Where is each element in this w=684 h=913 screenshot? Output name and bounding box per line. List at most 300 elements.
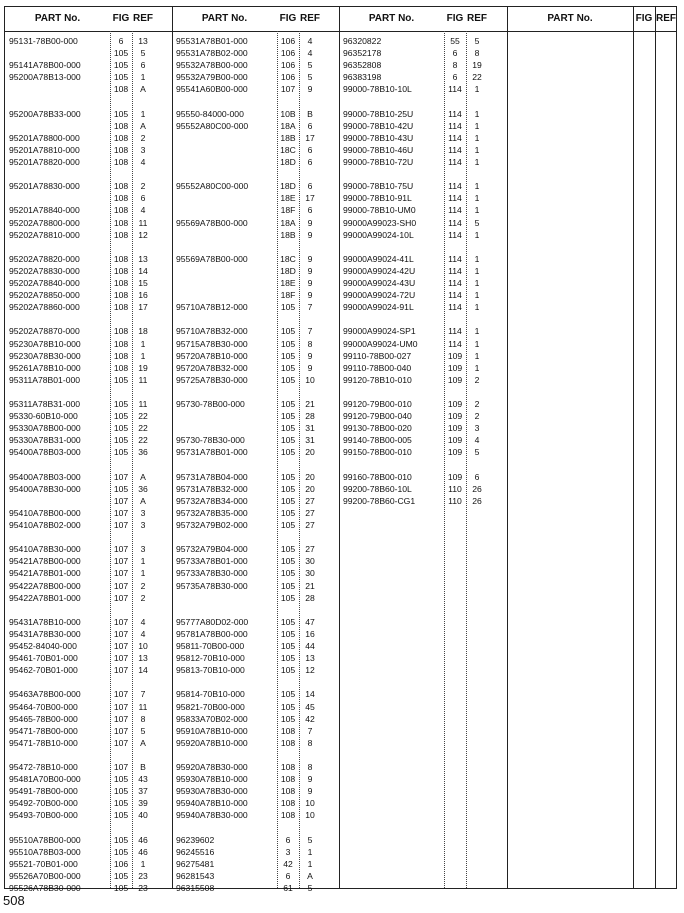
table-row (176, 543, 321, 555)
table-row (343, 471, 488, 483)
fig-number: 105 (280, 338, 296, 349)
ref-number: 20 (305, 471, 315, 482)
ref-number: 5 (307, 883, 313, 893)
part-number: 95202A78820-000 (9, 253, 80, 264)
part-number: 95710A78B32-000 (176, 326, 248, 337)
table-row (9, 71, 154, 83)
header-ref: REF (467, 13, 487, 24)
header-ref: REF (300, 13, 320, 24)
table-row (9, 338, 154, 350)
part-number: 95541A60B00-000 (176, 84, 248, 95)
table-row (9, 362, 154, 374)
part-number: 96383198 (343, 72, 382, 83)
ref-number: A (140, 737, 146, 748)
part-number: 95201A78830-000 (9, 181, 80, 192)
table-row (343, 277, 488, 289)
ref-number: 27 (305, 495, 315, 506)
ref-number: 1 (474, 265, 480, 276)
ref-number: 6 (307, 144, 313, 155)
fig-number: 105 (113, 774, 129, 785)
table-row (176, 446, 321, 458)
ref-number: 8 (307, 737, 313, 748)
part-number: 95311A78B01-000 (9, 374, 81, 385)
ref-number: 10 (305, 810, 315, 821)
part-number: 95422A78B00-000 (9, 580, 81, 591)
part-number: 95410A78B02-000 (9, 520, 81, 530)
fig-number: 105 (113, 435, 129, 446)
ref-number: 5 (140, 725, 146, 736)
fig-number: 108 (113, 253, 129, 264)
ref-number: 5 (474, 217, 480, 228)
part-number: 95526A70B00-000 (9, 870, 81, 881)
table-row (343, 289, 488, 301)
table-row (343, 325, 488, 337)
fig-number: 105 (280, 435, 296, 446)
part-number: 95733A78B30-000 (176, 568, 248, 579)
ref-number: 1 (474, 120, 480, 131)
fig-number: 108 (113, 278, 129, 288)
fig-number: 18A (280, 217, 296, 228)
part-number: 95920A78B10-000 (176, 737, 248, 748)
ref-number: 5 (140, 48, 146, 59)
fig-number: 105 (113, 48, 129, 59)
ref-number: 4 (140, 628, 146, 639)
ref-number: 28 (305, 592, 315, 603)
table-row (343, 338, 488, 350)
table-row (343, 229, 488, 241)
table-row (176, 483, 321, 495)
table-row (9, 543, 154, 555)
ref-number: 22 (472, 72, 482, 83)
ref-number: 2 (474, 399, 480, 409)
table-row (176, 277, 321, 289)
part-number: 99140-78B00-005 (343, 435, 412, 446)
ref-number: 9 (307, 253, 313, 264)
fig-number: 18E (280, 193, 296, 204)
part-number: 99200-78B60-CG1 (343, 495, 416, 506)
fig-number: 114 (448, 84, 462, 95)
part-number: 95421A78B00-000 (9, 556, 81, 567)
fig-number: 106 (280, 36, 296, 46)
fig-number: 105 (113, 483, 129, 494)
fig-number: 105 (113, 399, 129, 409)
fig-number: 109 (447, 350, 463, 361)
ref-number: 3 (140, 520, 146, 530)
fig-number: 114 (448, 229, 462, 240)
table-row (9, 652, 154, 664)
ref-number: 20 (305, 447, 315, 458)
part-number: 95821-70B00-000 (176, 701, 245, 712)
fig-number: 114 (448, 338, 462, 349)
fig-number: 107 (113, 507, 129, 518)
fig-number: 108 (113, 302, 129, 313)
table-row (176, 616, 321, 628)
part-number: 95730-78B00-000 (176, 399, 245, 409)
table-row (176, 773, 321, 785)
ref-number: 11 (138, 399, 148, 409)
fig-number: 105 (280, 628, 296, 639)
part-number: 95202A78810-000 (9, 229, 80, 240)
ref-number: 22 (138, 423, 148, 434)
ref-number: A (140, 471, 146, 482)
ref-number: 1 (140, 858, 146, 869)
fig-number: 114 (448, 132, 462, 143)
ref-number: 6 (307, 120, 313, 131)
fig-number: 18D (280, 181, 296, 192)
table-row (343, 71, 488, 83)
table-row (9, 555, 154, 567)
ref-number: 1 (474, 253, 480, 264)
ref-number: 39 (138, 798, 148, 809)
ref-number: 4 (474, 435, 480, 446)
header-part-no: PART No. (547, 13, 593, 24)
fig-number: 107 (113, 665, 129, 676)
part-number: 95733A78B01-000 (176, 556, 248, 567)
part-number: 95400A78B30-000 (9, 483, 81, 494)
ref-number: 7 (140, 689, 146, 700)
fig-number: 108 (113, 84, 129, 95)
table-row (9, 398, 154, 410)
ref-number: 23 (138, 883, 148, 893)
part-number: 95462-70B01-000 (9, 665, 78, 676)
part-number: 95552A80C00-000 (176, 120, 249, 131)
table-row (176, 120, 321, 132)
part-number: 95720A78B32-000 (176, 362, 248, 373)
fig-number: 105 (113, 108, 129, 119)
part-number: 95452-84040-000 (9, 641, 77, 651)
header-ref: REF (656, 13, 676, 24)
ref-number: 1 (307, 846, 313, 857)
ref-number: 26 (472, 483, 482, 494)
part-number: 99000-78B10-42U (343, 120, 414, 131)
ref-number: 37 (138, 786, 148, 797)
table-row (9, 785, 154, 797)
part-number: 99110-78B00-040 (343, 362, 412, 373)
table-row (9, 156, 154, 168)
ref-number: 47 (305, 616, 315, 627)
ref-number: 21 (305, 580, 315, 591)
part-number: 95463A78B00-000 (9, 689, 81, 700)
table-row (9, 350, 154, 362)
fig-number: 18E (280, 278, 296, 288)
part-number: 95202A78870-000 (9, 326, 80, 337)
part-number: 95725A78B30-000 (176, 374, 248, 385)
table-row (176, 882, 321, 894)
header-part-no: PART No. (34, 13, 81, 24)
ref-number: 20 (305, 483, 315, 494)
fig-number: 107 (113, 592, 129, 603)
table-row (176, 301, 321, 313)
table-row (176, 580, 321, 592)
table-row (9, 628, 154, 640)
table-row (9, 471, 154, 483)
table-row (176, 71, 321, 83)
ref-number: 27 (305, 507, 315, 518)
table-row (343, 35, 488, 47)
fig-number: 18B (280, 229, 296, 240)
table-row (9, 616, 154, 628)
fig-number: 114 (448, 108, 462, 119)
fig-number: 18D (280, 265, 296, 276)
fig-number: 105 (113, 72, 129, 83)
fig-number: 105 (280, 411, 296, 422)
fig-number: 107 (113, 580, 129, 591)
part-number: 99000-78B10-72U (343, 157, 414, 167)
ref-number: 19 (138, 362, 148, 373)
fig-number: 107 (113, 471, 129, 482)
fig-number: 109 (447, 362, 463, 373)
table-row (9, 108, 154, 120)
table-row (9, 374, 154, 386)
fig-number: 105 (280, 326, 296, 337)
table-row (176, 725, 321, 737)
fig-number: 108 (113, 157, 129, 167)
part-number: 95311A78B31-000 (9, 399, 81, 409)
part-number: 95732A78B34-000 (176, 495, 248, 506)
table-row (343, 446, 488, 458)
ref-number: 2 (140, 132, 146, 143)
part-number: 95202A78830-000 (9, 265, 80, 276)
fig-number: 61 (283, 883, 293, 893)
table-row (176, 713, 321, 725)
ref-number: 2 (474, 411, 480, 422)
table-row (176, 59, 321, 71)
fig-number: 8 (452, 60, 458, 71)
part-number: 96245516 (176, 846, 215, 857)
part-number: 95720A78B10-000 (176, 350, 248, 361)
table-row (9, 846, 154, 858)
table-row (9, 519, 154, 531)
part-number: 95471-78B10-000 (9, 737, 78, 748)
fig-number: 108 (113, 144, 129, 155)
part-number: 95431A78B10-000 (9, 616, 81, 627)
ref-number: 4 (307, 48, 313, 59)
ref-number: 44 (305, 641, 315, 651)
fig-number: 109 (447, 435, 463, 446)
part-number: 95735A78B30-000 (176, 580, 248, 591)
fig-number: 107 (113, 544, 129, 555)
ref-number: 13 (305, 653, 315, 664)
table-row (343, 192, 488, 204)
ref-number: 6 (140, 193, 146, 204)
part-number: 95202A78850-000 (9, 290, 80, 301)
part-number: 95261A78B10-000 (9, 362, 81, 373)
ref-number: 9 (307, 786, 313, 797)
table-row (343, 434, 488, 446)
ref-number: 27 (305, 520, 315, 530)
ref-number: 6 (474, 471, 480, 482)
fig-number: 105 (280, 568, 296, 579)
part-number: 95493-70B00-000 (9, 810, 78, 821)
fig-number: 105 (113, 60, 129, 71)
ref-number: 28 (305, 411, 315, 422)
table-row (9, 180, 154, 192)
table-row (9, 120, 154, 132)
fig-number: 114 (448, 193, 462, 204)
table-row (176, 858, 321, 870)
part-number: 95814-70B10-000 (176, 689, 245, 700)
fig-number: 108 (113, 362, 129, 373)
table-row (343, 253, 488, 265)
table-row (176, 797, 321, 809)
fig-number: 6 (285, 870, 291, 881)
table-row (9, 422, 154, 434)
table-row (176, 289, 321, 301)
table-row (9, 882, 154, 894)
table-row (176, 701, 321, 713)
fig-number: 105 (280, 616, 296, 627)
table-row (343, 410, 488, 422)
part-number: 95930A78B30-000 (176, 786, 248, 797)
table-row (176, 108, 321, 120)
part-number: 99000-78B10-10L (343, 84, 412, 95)
table-row (176, 495, 321, 507)
table-row (343, 144, 488, 156)
fig-number: 105 (280, 471, 296, 482)
ref-number: A (140, 120, 146, 131)
table-row (176, 422, 321, 434)
part-number: 96320822 (343, 36, 382, 46)
fig-number: 107 (113, 689, 129, 700)
ref-number: 1 (474, 362, 480, 373)
table-row (176, 338, 321, 350)
table-row (176, 362, 321, 374)
fig-number: 108 (113, 265, 129, 276)
table-row (176, 35, 321, 47)
fig-number: 108 (113, 181, 129, 192)
header-fig: FIG (446, 13, 464, 24)
ref-number: 1 (474, 302, 480, 313)
table-row (9, 495, 154, 507)
ref-number: 30 (305, 556, 315, 567)
table-row (176, 204, 321, 216)
fig-number: 105 (280, 447, 296, 458)
part-number: 95330A78B31-000 (9, 435, 81, 446)
table-row (9, 713, 154, 725)
ref-number: 6 (307, 157, 313, 167)
table-row (9, 83, 154, 95)
part-number: 99150-78B00-010 (343, 447, 412, 458)
ref-number: 8 (140, 713, 146, 724)
ref-number: 30 (305, 568, 315, 579)
table-row (176, 192, 321, 204)
table-row (9, 761, 154, 773)
table-row (9, 192, 154, 204)
part-number: 99000A99024-91L (343, 302, 414, 313)
ref-number: 7 (307, 725, 313, 736)
fig-number: 109 (447, 411, 463, 422)
table-header (5, 7, 676, 32)
fig-number: 114 (448, 181, 462, 192)
fig-number: 18C (280, 253, 296, 264)
table-row (9, 35, 154, 47)
table-row (176, 567, 321, 579)
ref-number: 16 (305, 628, 315, 639)
part-number: 99000-78B10-43U (343, 132, 414, 143)
fig-number: 114 (448, 157, 462, 167)
part-number: 95930A78B10-000 (176, 774, 248, 785)
fig-number: 108 (113, 120, 129, 131)
part-number: 95202A78800-000 (9, 217, 80, 228)
part-number: 95421A78B01-000 (9, 568, 81, 579)
fig-number: 108 (113, 229, 129, 240)
part-number: 95812-70B10-000 (176, 653, 245, 664)
fig-number: 10B (280, 108, 296, 119)
fig-number: 3 (285, 846, 291, 857)
table-row (176, 737, 321, 749)
ref-number: 1 (474, 350, 480, 361)
fig-number: 6 (285, 834, 291, 845)
part-number: 95131-78B00-000 (9, 36, 78, 46)
table-row (176, 144, 321, 156)
ref-number: 9 (307, 265, 313, 276)
ref-number: 6 (307, 205, 313, 216)
table-row (176, 628, 321, 640)
ref-number: 4 (140, 205, 146, 216)
part-number: 95422A78B01-000 (9, 592, 81, 603)
part-number: 95532A79B00-000 (176, 72, 248, 83)
part-number: 95731A78B32-000 (176, 483, 248, 494)
table-row (343, 108, 488, 120)
fig-number: 105 (280, 399, 296, 409)
part-number: 95940A78B30-000 (176, 810, 248, 821)
ref-number: 10 (138, 641, 148, 651)
part-number: 99000A99024-72U (343, 290, 416, 301)
fig-number: 114 (448, 326, 462, 337)
table-row (9, 144, 154, 156)
fig-number: 108 (113, 326, 129, 337)
part-number: 95400A78B03-000 (9, 447, 81, 458)
part-number: 95813-70B10-000 (176, 665, 245, 676)
part-number: 95400A78B03-000 (9, 471, 81, 482)
part-number: 99130-78B00-020 (343, 423, 412, 434)
table-row (9, 483, 154, 495)
part-number: 95730-78B30-000 (176, 435, 245, 446)
fig-number: 18D (280, 157, 296, 167)
part-number: 99000A99023-SH0 (343, 217, 417, 228)
fig-number: 105 (113, 870, 129, 881)
table-row (9, 289, 154, 301)
ref-number: 8 (474, 48, 480, 59)
fig-number: 105 (113, 423, 129, 434)
table-row (176, 846, 321, 858)
table-row (9, 265, 154, 277)
part-number: 95491-78B00-000 (9, 786, 78, 797)
ref-number: 17 (305, 193, 315, 204)
ref-number: 27 (305, 544, 315, 555)
table-row (343, 483, 488, 495)
ref-number: 9 (307, 217, 313, 228)
part-number: 99000A99024-42U (343, 265, 416, 276)
fig-number: 106 (280, 48, 296, 59)
ref-number: 5 (474, 36, 480, 46)
ref-number: 1 (474, 84, 480, 95)
table-row (176, 870, 321, 882)
fig-number: 107 (113, 653, 129, 664)
ref-number: 6 (307, 181, 313, 192)
fig-number: 105 (113, 846, 129, 857)
table-row (176, 229, 321, 241)
table-row (343, 156, 488, 168)
ref-number: 3 (140, 507, 146, 518)
fig-number: 106 (280, 72, 296, 83)
ref-number: 45 (305, 701, 315, 712)
fig-number: 109 (447, 399, 463, 409)
part-number: 99110-78B00-027 (343, 350, 412, 361)
ref-number: 9 (307, 774, 313, 785)
fig-number: 106 (280, 60, 296, 71)
fig-number: 105 (280, 302, 296, 313)
